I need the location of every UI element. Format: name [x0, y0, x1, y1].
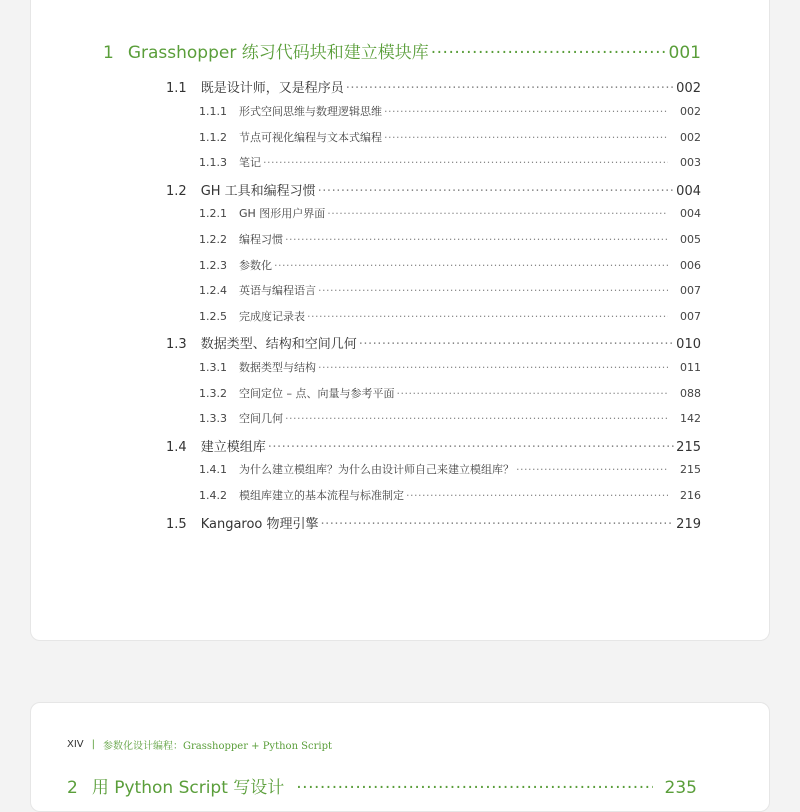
entry-number: 1.3.3 — [199, 412, 227, 425]
entry-number: 1.2.2 — [199, 233, 227, 246]
entry-page: 215 — [680, 463, 701, 476]
entry-title: 形式空间思维与数理逻辑思维 — [239, 105, 382, 118]
entry-title: 空间定位 – 点、向量与参考平面 — [239, 387, 395, 400]
dot-leader — [307, 310, 668, 323]
chapter-number: 2 — [67, 778, 78, 798]
toc-entry[interactable] — [199, 154, 701, 170]
dot-leader — [406, 489, 668, 502]
dot-leader — [263, 156, 668, 169]
entry-page: 142 — [680, 412, 701, 425]
dot-leader — [384, 131, 668, 144]
entry-title: 模组库建立的基本流程与标准制定 — [239, 489, 404, 502]
entry-page: 002 — [680, 105, 701, 118]
dot-leader — [285, 412, 668, 425]
entry-number: 1.4 — [166, 440, 187, 455]
chapter-page: 235 — [664, 778, 697, 798]
entry-title: 既是设计师，又是程序员 — [200, 81, 344, 96]
dot-leader — [397, 387, 669, 400]
toc-entry[interactable] — [199, 410, 701, 426]
entry-page: 006 — [680, 259, 701, 272]
page-number: XIV — [67, 739, 84, 750]
dot-leader — [274, 259, 668, 272]
entry-title: 数据类型、结构和空间几何 — [200, 337, 357, 352]
header-separator: | — [91, 739, 96, 750]
entry-number: 1.1.2 — [199, 131, 227, 144]
dot-leader — [359, 337, 674, 352]
entry-page: 007 — [680, 310, 701, 323]
dot-leader — [346, 81, 674, 96]
entry-title: 笔记 — [239, 156, 261, 169]
entry-number: 1.4.2 — [199, 489, 227, 502]
toc-entry[interactable] — [166, 436, 701, 455]
entry-title: 编程习惯 — [239, 233, 283, 246]
entry-title: 节点可视化编程与文本式编程 — [239, 131, 382, 144]
running-header — [67, 737, 332, 752]
entry-page: 002 — [676, 81, 701, 96]
entry-page: 011 — [680, 361, 701, 374]
entry-title: 为什么建立模组库？为什么由设计师自己来建立模组库？ — [239, 463, 514, 476]
dot-leader — [516, 463, 668, 476]
toc-page-card — [30, 0, 770, 641]
entry-title: 空间几何 — [239, 412, 283, 425]
entry-number: 1.3 — [166, 337, 187, 352]
dot-leader — [431, 43, 667, 63]
entry-title: 英语与编程语言 — [239, 284, 316, 297]
toc-entry[interactable] — [166, 77, 701, 96]
book-title: 参数化设计编程：Grasshopper + Python Script — [103, 741, 333, 752]
entry-number: 1.3.2 — [199, 387, 227, 400]
entry-number: 1.1 — [166, 81, 187, 96]
entry-page: 003 — [680, 156, 701, 169]
toc-entry[interactable] — [199, 129, 701, 145]
entry-number: 1.2.5 — [199, 310, 227, 323]
toc-entry[interactable] — [199, 461, 701, 477]
entry-title: Kangaroo 物理引擎 — [200, 517, 319, 532]
toc-entry[interactable] — [199, 487, 701, 503]
entry-page: 007 — [680, 284, 701, 297]
entry-title: GH 工具和编程习惯 — [200, 184, 316, 199]
toc-entry[interactable] — [199, 103, 701, 119]
entry-page: 002 — [680, 131, 701, 144]
toc-entry[interactable] — [166, 513, 701, 532]
toc-entry[interactable] — [199, 385, 701, 401]
toc-entry[interactable] — [199, 308, 701, 324]
toc-entry[interactable] — [199, 205, 701, 221]
entry-page: 219 — [676, 517, 701, 532]
chapter-number: 1 — [103, 43, 114, 63]
entry-number: 1.2 — [166, 184, 187, 199]
entry-title: 参数化 — [239, 259, 272, 272]
entry-number: 1.1.3 — [199, 156, 227, 169]
entry-number: 1.2.3 — [199, 259, 227, 272]
entry-title: GH 图形用户界面 — [239, 207, 326, 220]
chapter-title: Grasshopper 练习代码块和建立模块库 — [127, 43, 429, 63]
dot-leader — [384, 105, 668, 118]
entry-number: 1.1.1 — [199, 105, 227, 118]
entry-number: 1.2.4 — [199, 284, 227, 297]
toc-entry[interactable] — [199, 359, 701, 375]
dot-leader — [318, 184, 675, 199]
toc-entry[interactable] — [166, 180, 701, 199]
entry-number: 1.2.1 — [199, 207, 227, 220]
dot-leader — [327, 207, 668, 220]
toc-page-card — [30, 702, 770, 812]
toc-chapter-2[interactable] — [67, 773, 697, 798]
entry-number: 1.5 — [166, 517, 187, 532]
toc-entry[interactable] — [199, 282, 701, 298]
chapter-page: 001 — [668, 43, 701, 63]
entry-page: 004 — [680, 207, 701, 220]
dot-leader — [321, 517, 675, 532]
entry-page: 004 — [676, 184, 701, 199]
entry-page: 010 — [676, 337, 701, 352]
entry-page: 216 — [680, 489, 701, 502]
entry-number: 1.3.1 — [199, 361, 227, 374]
entry-title: 完成度记录表 — [239, 310, 305, 323]
dot-leader — [318, 284, 668, 297]
entry-page: 215 — [676, 440, 701, 455]
dot-leader — [296, 778, 652, 798]
dot-leader — [285, 233, 668, 246]
toc-entry[interactable] — [199, 257, 701, 273]
entry-number: 1.4.1 — [199, 463, 227, 476]
entry-title: 数据类型与结构 — [239, 361, 316, 374]
entry-page: 005 — [680, 233, 701, 246]
toc-chapter-1[interactable] — [103, 38, 701, 63]
dot-leader — [268, 440, 674, 455]
dot-leader — [318, 361, 668, 374]
entry-page: 088 — [680, 387, 701, 400]
entry-title: 建立模组库 — [200, 440, 266, 455]
toc-entry[interactable] — [199, 231, 701, 247]
chapter-title: 用 Python Script 写设计 — [91, 778, 285, 798]
toc-entry[interactable] — [166, 333, 701, 352]
